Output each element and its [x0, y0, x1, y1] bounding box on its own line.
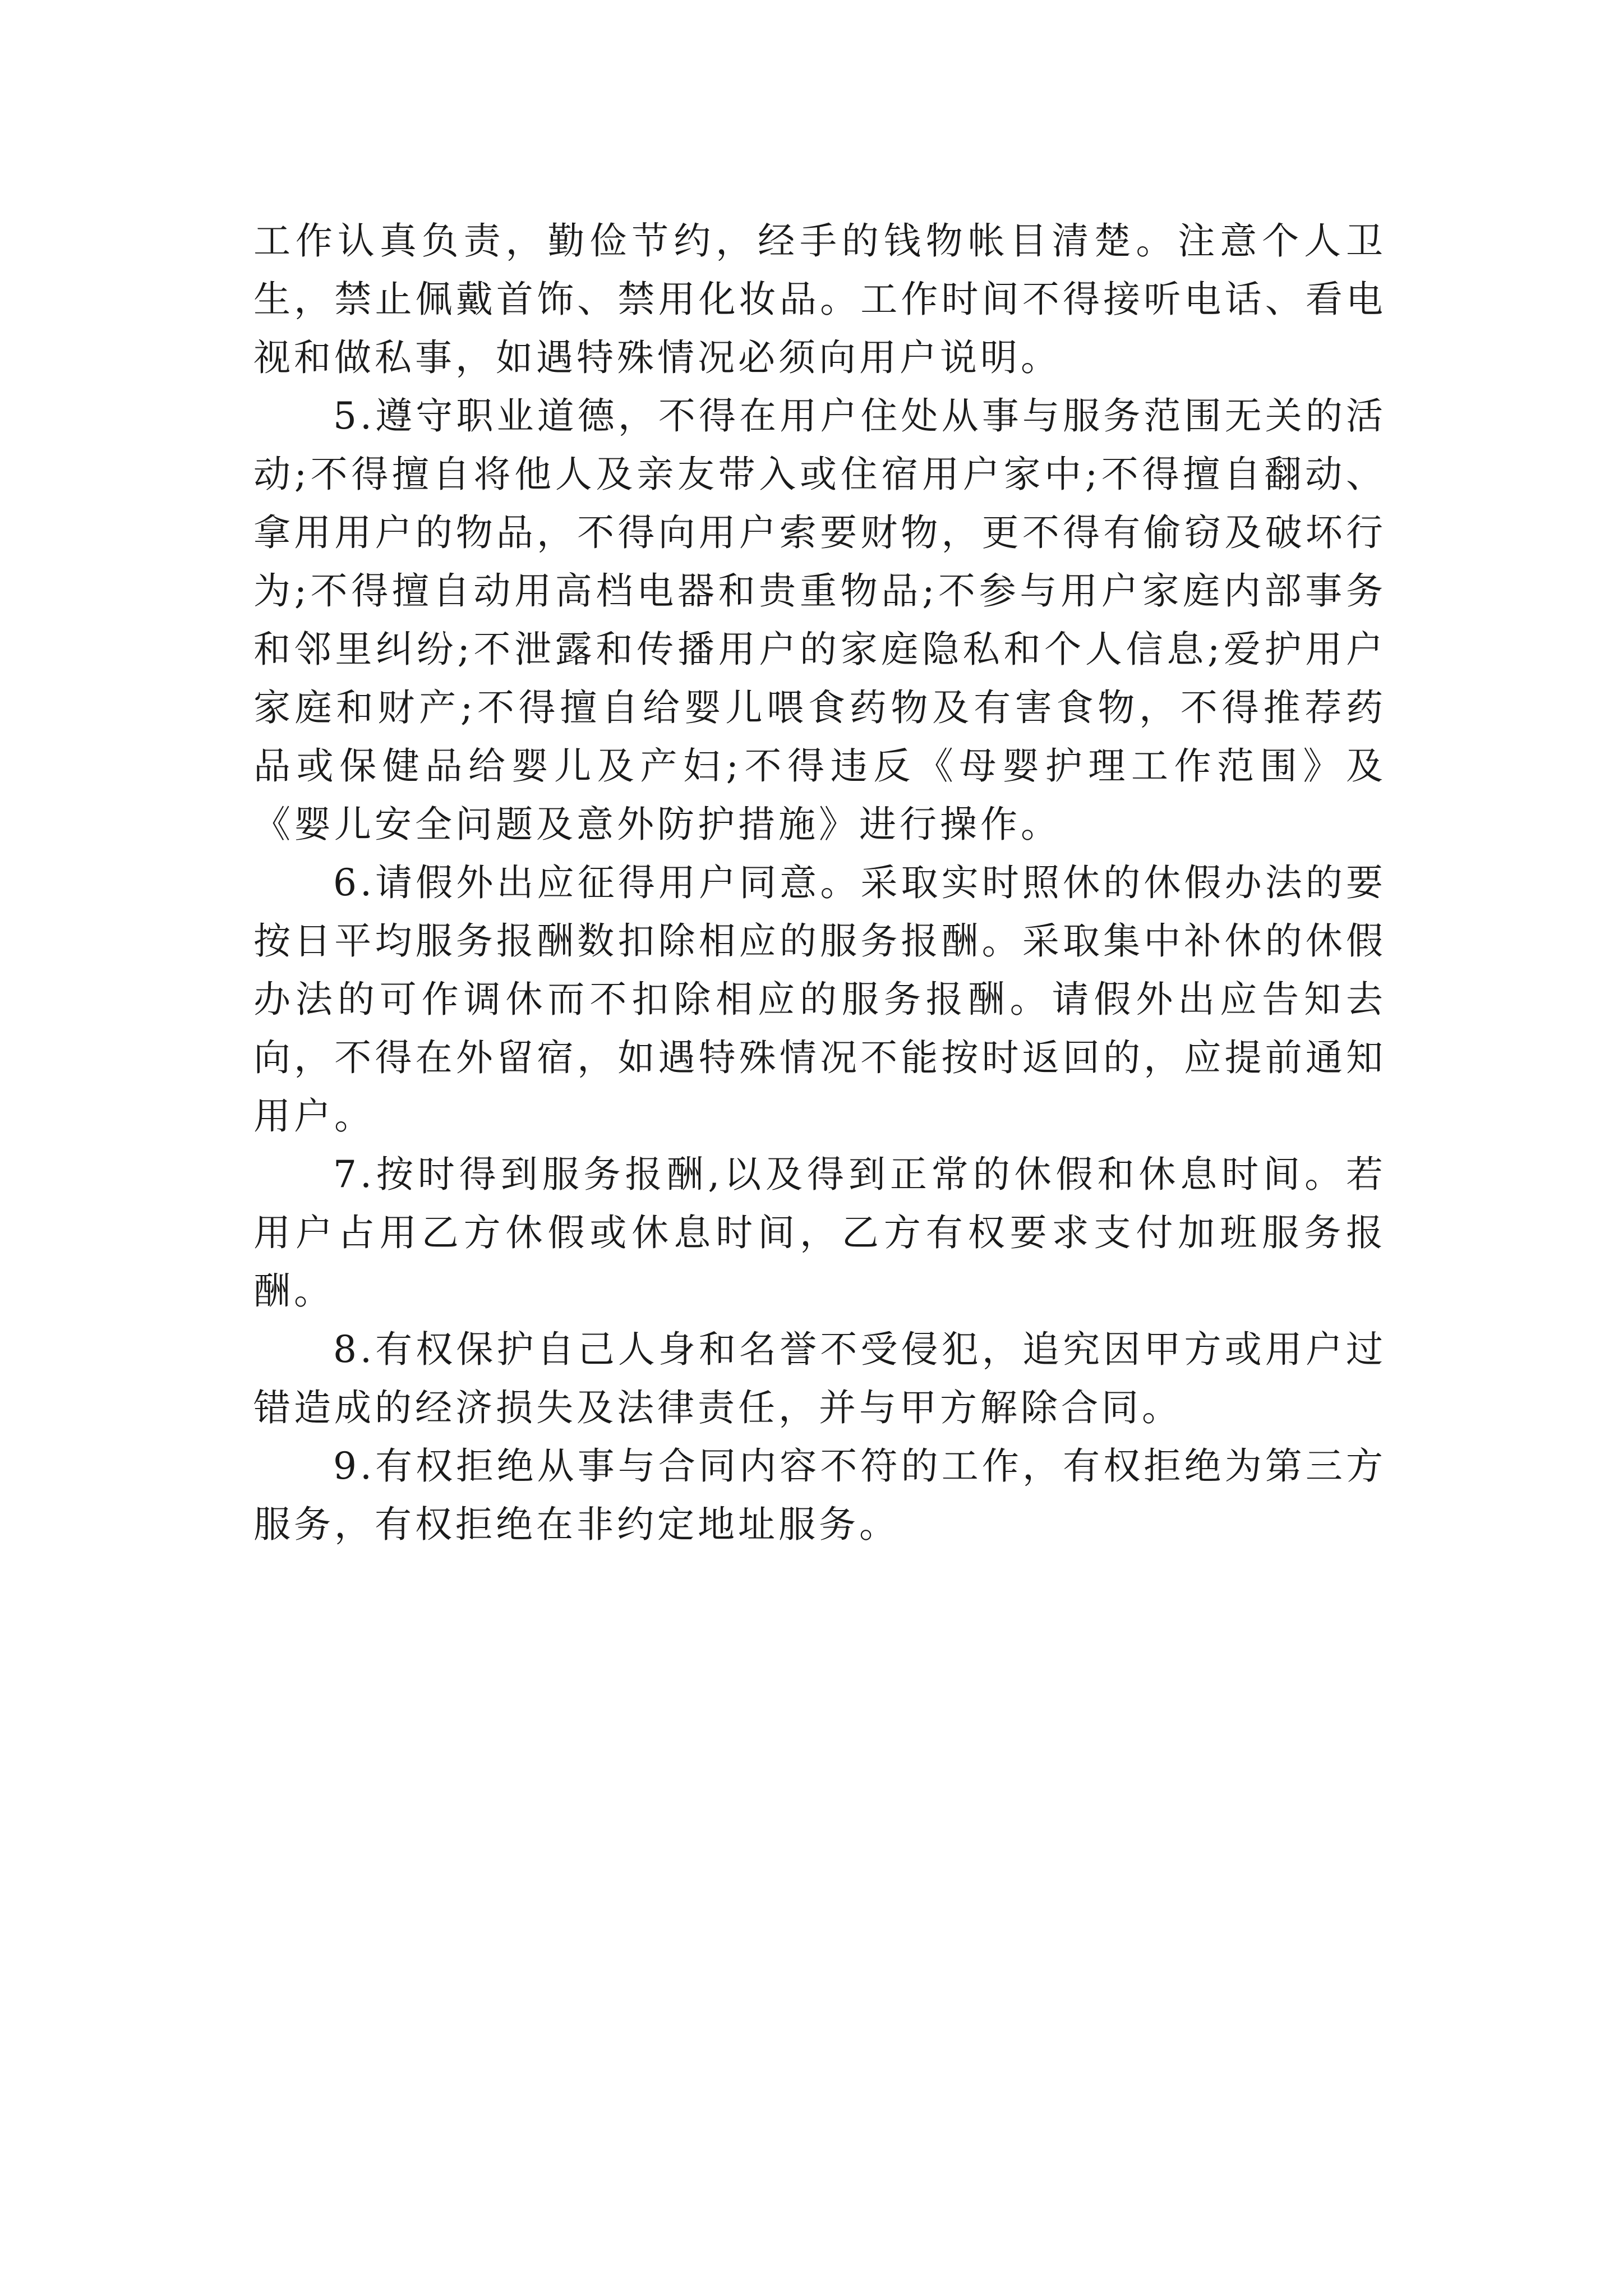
paragraph-item-9: 9.有权拒绝从事与合同内容不符的工作，有权拒绝为第三方服务，有权拒绝在非约定地址服务。 — [253, 1444, 1386, 1546]
paragraph-item-6: 6.请假外出应征得用户同意。采取实时照休的休假办法的要按日平均服务报酬数扣除相应的服务报酬。采取集中补休的休假办法的可作调休而不扣除相应的服务报酬。请假外出应告知去向，不得在外留宿，如遇特殊情况不能按时返回的，应提前通知用户。 — [253, 861, 1386, 1138]
paragraph-item-5: 5.遵守职业道德，不得在用户住处从事与服务范围无关的活动;不得擅自将他人及亲友带入或住宿用户家中;不得擅自翻动、拿用用户的物品，不得向用户索要财物，更不得有偷窃及破坏行为;不得擅自动用高档电器和贵重物品;不参与用户家庭内部事务和邻里纠纷;不泄露和传播用户的家庭隐私和个人信息;爱护用户家庭和财产;不得擅自给婴儿喂食药物及有害食物，不得推荐药品或保健品给婴儿及产妇;不得违反《母婴护理工作范围》及《婴儿安全问题及意外防护措施》进行操作。 — [253, 394, 1386, 846]
document-body — [253, 212, 1386, 1554]
paragraph-continuation: 工作认真负责，勤俭节约，经手的钱物帐目清楚。注意个人卫生，禁止佩戴首饰、禁用化妆品。工作时间不得接听电话、看电视和做私事，如遇特殊情况必须向用户说明。 — [253, 219, 1386, 379]
paragraph-item-7: 7.按时得到服务报酬,以及得到正常的休假和休息时间。若用户占用乙方休假或休息时间，乙方有权要求支付加班服务报酬。 — [253, 1153, 1386, 1313]
paragraph-item-8: 8.有权保护自己人身和名誉不受侵犯，追究因甲方或用户过错造成的经济损失及法律责任，并与甲方解除合同。 — [253, 1328, 1386, 1429]
